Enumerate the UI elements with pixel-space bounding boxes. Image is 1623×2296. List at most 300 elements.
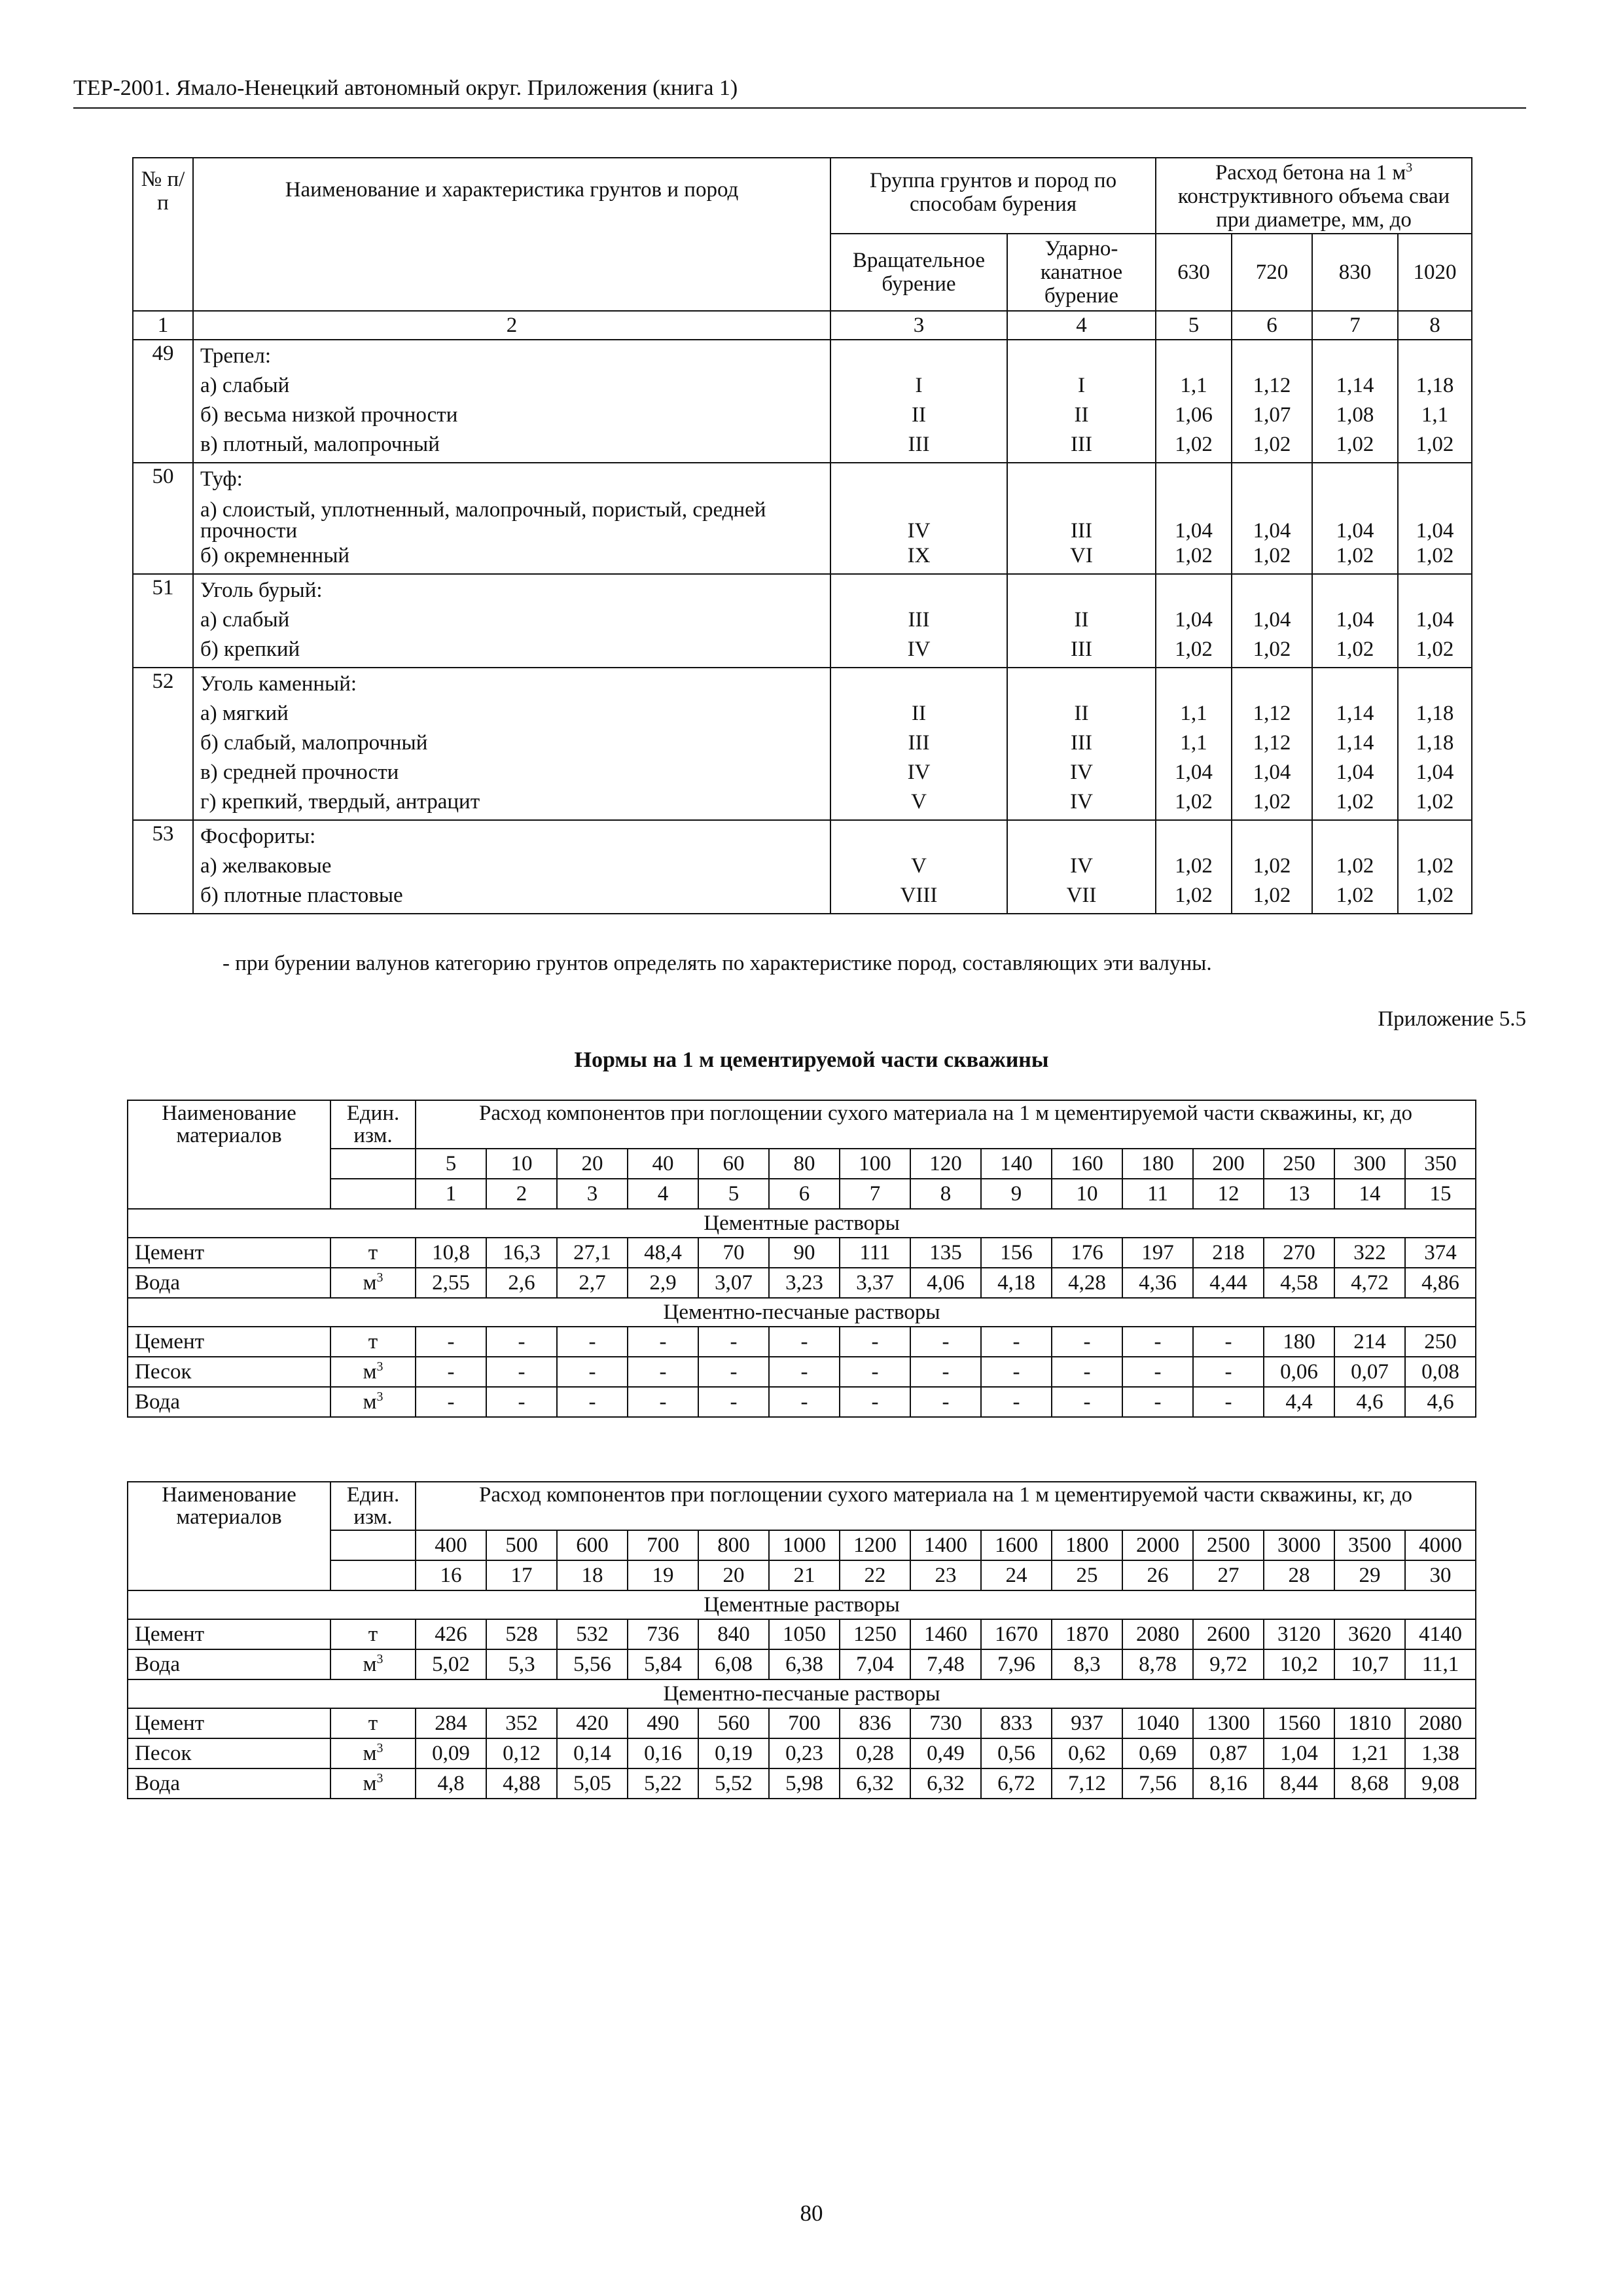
material-value: 1670 bbox=[981, 1619, 1052, 1649]
material-value: 284 bbox=[416, 1708, 486, 1738]
blank-line bbox=[1319, 670, 1391, 699]
amount-header: 100 bbox=[840, 1149, 910, 1179]
consumption-cell bbox=[1156, 340, 1232, 463]
percussion-header: Ударно-канатное бурение bbox=[1007, 234, 1156, 311]
rotary-group: II bbox=[912, 702, 926, 725]
amount-header: 4000 bbox=[1405, 1530, 1476, 1560]
material-value: 736 bbox=[628, 1619, 698, 1649]
column-number: 26 bbox=[1122, 1560, 1193, 1590]
blank-line bbox=[1319, 576, 1391, 605]
blank-line bbox=[1405, 342, 1465, 371]
material-value: 2080 bbox=[1405, 1708, 1476, 1738]
column-number: 10 bbox=[1052, 1179, 1122, 1209]
group-header: Группа грунтов и пород по способам бурения bbox=[830, 158, 1156, 234]
consumption-header: Расход бетона на 1 $м^3$ конструктивного объема сваи при диаметре, мм, до bbox=[1156, 158, 1472, 234]
column-number: 2 bbox=[486, 1179, 557, 1209]
blank-line bbox=[838, 670, 1000, 699]
consumption-cell bbox=[1312, 820, 1398, 914]
material-value: 27,1 bbox=[557, 1238, 628, 1268]
material-value: 1,38 bbox=[1405, 1738, 1476, 1768]
blank-line bbox=[1163, 670, 1224, 699]
consumption-value: 1,18 bbox=[1416, 374, 1454, 397]
consumption-value: 1,12 bbox=[1253, 702, 1291, 725]
material-value: 5,52 bbox=[698, 1768, 769, 1799]
material-value: 1810 bbox=[1334, 1708, 1405, 1738]
percussion-group: II bbox=[1074, 608, 1089, 632]
column-number: 4 bbox=[628, 1179, 698, 1209]
section-title-cell: Цементные растворы bbox=[128, 1590, 1476, 1619]
material-value: 180 bbox=[1264, 1327, 1334, 1357]
unit-blank bbox=[330, 1149, 416, 1179]
column-number: 29 bbox=[1334, 1560, 1405, 1590]
material-value: 5,22 bbox=[628, 1768, 698, 1799]
consumption-value: 1,04 bbox=[1416, 519, 1454, 543]
consumption-cell bbox=[1232, 340, 1312, 463]
diameter-header: 720 bbox=[1232, 234, 1312, 311]
material-value: 8,68 bbox=[1334, 1768, 1405, 1799]
blank-line bbox=[1163, 342, 1224, 371]
norms-table-2 bbox=[127, 1481, 1476, 1799]
material-value: 4,44 bbox=[1193, 1268, 1264, 1298]
consumption-value: 1,02 bbox=[1253, 637, 1291, 661]
consumption-header: Расход компонентов при поглощении сухого материала на 1 м цементируемой части скважины, кг, до bbox=[416, 1100, 1476, 1149]
material-value: 0,49 bbox=[910, 1738, 981, 1768]
rotary-group-cell bbox=[830, 463, 1007, 574]
soil-group-row bbox=[133, 340, 1472, 463]
material-value: 0,62 bbox=[1052, 1738, 1122, 1768]
column-number: 19 bbox=[628, 1560, 698, 1590]
material-name: Песок bbox=[128, 1357, 330, 1387]
material-value: - bbox=[1122, 1387, 1193, 1417]
consumption-value: 1,02 bbox=[1416, 433, 1454, 456]
material-value: 4,88 bbox=[486, 1768, 557, 1799]
material-unit bbox=[330, 1708, 416, 1738]
material-value: 0,19 bbox=[698, 1738, 769, 1768]
column-number: 18 bbox=[557, 1560, 628, 1590]
material-value: 5,02 bbox=[416, 1649, 486, 1679]
unit-superscript: 3 bbox=[376, 1771, 383, 1785]
rotary-group: III bbox=[908, 433, 930, 456]
material-value: 420 bbox=[557, 1708, 628, 1738]
material-value: 322 bbox=[1334, 1238, 1405, 1268]
group-title: Уголь бурый: bbox=[200, 579, 323, 602]
material-value: 90 bbox=[769, 1238, 840, 1268]
percussion-group: III bbox=[1071, 433, 1092, 456]
blank-line bbox=[1239, 342, 1305, 371]
soil-group-row bbox=[133, 820, 1472, 914]
section-title-cell: Цементные растворы bbox=[128, 1209, 1476, 1238]
consumption-value: 1,02 bbox=[1416, 884, 1454, 907]
material-row bbox=[128, 1327, 1476, 1357]
material-row bbox=[128, 1708, 1476, 1738]
rotary-header: Вращательное бурение bbox=[830, 234, 1007, 311]
material-value: 937 bbox=[1052, 1708, 1122, 1738]
unit-text: т bbox=[368, 1330, 378, 1354]
column-number: 5 bbox=[698, 1179, 769, 1209]
consumption-value: 1,04 bbox=[1336, 761, 1374, 784]
amount-header: 60 bbox=[698, 1149, 769, 1179]
column-number: 6 bbox=[1232, 311, 1312, 340]
blank-line bbox=[1239, 465, 1305, 494]
material-value: 426 bbox=[416, 1619, 486, 1649]
unit-blank bbox=[330, 1179, 416, 1209]
unit-text: т bbox=[368, 1712, 378, 1735]
material-name: Цемент bbox=[128, 1238, 330, 1268]
amount-header: 160 bbox=[1052, 1149, 1122, 1179]
amount-header: 20 bbox=[557, 1149, 628, 1179]
material-value: 6,08 bbox=[698, 1649, 769, 1679]
consumption-value: 1,14 bbox=[1336, 702, 1374, 725]
material-value: 0,07 bbox=[1334, 1357, 1405, 1387]
consumption-value: 1,02 bbox=[1253, 884, 1291, 907]
page-header: ТЕР-2001. Ямало-Ненецкий автономный округ. Приложения (книга 1) bbox=[73, 73, 1526, 109]
amount-header: 3000 bbox=[1264, 1530, 1334, 1560]
amount-header: 200 bbox=[1193, 1149, 1264, 1179]
material-value: 7,56 bbox=[1122, 1768, 1193, 1799]
blank-line bbox=[1405, 670, 1465, 699]
material-value: 7,04 bbox=[840, 1649, 910, 1679]
column-number: 14 bbox=[1334, 1179, 1405, 1209]
material-value: 374 bbox=[1405, 1238, 1476, 1268]
column-number: 5 bbox=[1156, 311, 1232, 340]
material-row bbox=[128, 1768, 1476, 1799]
blank-line bbox=[1014, 465, 1149, 494]
amount-header: 3500 bbox=[1334, 1530, 1405, 1560]
material-value: 836 bbox=[840, 1708, 910, 1738]
group-names bbox=[193, 463, 830, 574]
material-value: 528 bbox=[486, 1619, 557, 1649]
rotary-group: IX bbox=[907, 544, 931, 567]
rotary-group: IV bbox=[907, 519, 931, 543]
amount-header: 250 bbox=[1264, 1149, 1334, 1179]
rotary-group: III bbox=[908, 608, 930, 632]
percussion-group: III bbox=[1071, 637, 1092, 661]
material-value: 0,87 bbox=[1193, 1738, 1264, 1768]
column-number: 30 bbox=[1405, 1560, 1476, 1590]
column-number: 16 bbox=[416, 1560, 486, 1590]
material-value: 2,6 bbox=[486, 1268, 557, 1298]
consumption-cell bbox=[1156, 668, 1232, 820]
soil-variant-name: г) крепкий, твердый, антрацит bbox=[200, 790, 480, 814]
rotary-group: IV bbox=[907, 761, 931, 784]
consumption-value: 1,02 bbox=[1416, 790, 1454, 814]
material-value: - bbox=[1193, 1387, 1264, 1417]
material-value: - bbox=[486, 1357, 557, 1387]
column-number: 8 bbox=[1398, 311, 1472, 340]
material-value: - bbox=[1052, 1387, 1122, 1417]
unit-superscript: 3 bbox=[376, 1270, 383, 1285]
material-value: 8,3 bbox=[1052, 1649, 1122, 1679]
consumption-value: 1,02 bbox=[1336, 637, 1374, 661]
material-name: Вода bbox=[128, 1268, 330, 1298]
amount-header: 1800 bbox=[1052, 1530, 1122, 1560]
group-names bbox=[193, 668, 830, 820]
column-number: 7 bbox=[1312, 311, 1398, 340]
blank-line bbox=[1319, 342, 1391, 371]
material-value: 3620 bbox=[1334, 1619, 1405, 1649]
material-value: - bbox=[840, 1387, 910, 1417]
material-value: 352 bbox=[486, 1708, 557, 1738]
material-value: 6,32 bbox=[840, 1768, 910, 1799]
unit-superscript: 3 bbox=[376, 1741, 383, 1755]
soil-group-row bbox=[133, 574, 1472, 668]
blank-line bbox=[1014, 822, 1149, 852]
material-value: 1,21 bbox=[1334, 1738, 1405, 1768]
column-number: 8 bbox=[910, 1179, 981, 1209]
material-value: 0,14 bbox=[557, 1738, 628, 1768]
material-value: - bbox=[486, 1387, 557, 1417]
material-row bbox=[128, 1387, 1476, 1417]
consumption-value: 1,08 bbox=[1336, 403, 1374, 427]
materials-header: Наименование материалов bbox=[128, 1100, 330, 1209]
material-value: 3,23 bbox=[769, 1268, 840, 1298]
consumption-cell bbox=[1156, 820, 1232, 914]
material-value: - bbox=[769, 1387, 840, 1417]
material-value: 0,23 bbox=[769, 1738, 840, 1768]
material-value: 5,3 bbox=[486, 1649, 557, 1679]
consumption-value: 1,07 bbox=[1253, 403, 1291, 427]
consumption-cell bbox=[1398, 463, 1472, 574]
consumption-value: 1,18 bbox=[1416, 731, 1454, 755]
material-value: 4,18 bbox=[981, 1268, 1052, 1298]
material-value: 0,08 bbox=[1405, 1357, 1476, 1387]
consumption-value: 1,02 bbox=[1175, 433, 1213, 456]
material-value: 1460 bbox=[910, 1619, 981, 1649]
consumption-value: 1,02 bbox=[1336, 854, 1374, 878]
group-number: 53 bbox=[133, 820, 193, 914]
blank-line bbox=[1163, 822, 1224, 852]
appendix-label: Приложение 5.5 bbox=[1378, 1007, 1526, 1031]
material-value: 730 bbox=[910, 1708, 981, 1738]
material-value: - bbox=[910, 1357, 981, 1387]
percussion-group: VI bbox=[1070, 544, 1093, 567]
consumption-value: 1,02 bbox=[1416, 544, 1454, 567]
amount-header: 600 bbox=[557, 1530, 628, 1560]
consumption-value: 1,06 bbox=[1175, 403, 1213, 427]
percussion-group: II bbox=[1074, 403, 1089, 427]
material-value: 4,4 bbox=[1264, 1387, 1334, 1417]
consumption-cell bbox=[1156, 574, 1232, 668]
rotary-group: III bbox=[908, 731, 930, 755]
material-value: 4140 bbox=[1405, 1619, 1476, 1649]
percussion-group: I bbox=[1078, 374, 1085, 397]
num-header: № п/п bbox=[133, 158, 193, 311]
group-title: Фосфориты: bbox=[200, 825, 316, 848]
blank-line bbox=[1014, 670, 1149, 699]
material-value: 214 bbox=[1334, 1327, 1405, 1357]
material-value: - bbox=[769, 1357, 840, 1387]
column-number: 1 bbox=[416, 1179, 486, 1209]
material-value: 0,56 bbox=[981, 1738, 1052, 1768]
soil-variant-name: а) слабый bbox=[200, 608, 290, 632]
amount-header: 300 bbox=[1334, 1149, 1405, 1179]
column-number: 25 bbox=[1052, 1560, 1122, 1590]
group-title: Туф: bbox=[200, 467, 243, 491]
amount-header: 1600 bbox=[981, 1530, 1052, 1560]
amount-header: 120 bbox=[910, 1149, 981, 1179]
unit-superscript: 3 bbox=[376, 1652, 383, 1666]
rotary-group-cell bbox=[830, 668, 1007, 820]
rotary-group: II bbox=[912, 403, 926, 427]
material-unit bbox=[330, 1268, 416, 1298]
amount-header: 400 bbox=[416, 1530, 486, 1560]
material-unit bbox=[330, 1738, 416, 1768]
percussion-group: II bbox=[1074, 702, 1089, 725]
blank-line bbox=[1319, 822, 1391, 852]
material-value: 250 bbox=[1405, 1327, 1476, 1357]
material-value: - bbox=[698, 1357, 769, 1387]
column-number: 11 bbox=[1122, 1179, 1193, 1209]
material-value: - bbox=[628, 1387, 698, 1417]
material-value: 9,08 bbox=[1405, 1768, 1476, 1799]
material-value: - bbox=[910, 1327, 981, 1357]
consumption-value: 1,02 bbox=[1253, 433, 1291, 456]
consumption-value: 1,02 bbox=[1253, 790, 1291, 814]
group-title: Трепел: bbox=[200, 344, 271, 368]
consumption-value: 1,02 bbox=[1175, 884, 1213, 907]
group-names bbox=[193, 820, 830, 914]
unit-blank bbox=[330, 1530, 416, 1560]
material-value: 1560 bbox=[1264, 1708, 1334, 1738]
material-unit bbox=[330, 1387, 416, 1417]
column-number: 17 bbox=[486, 1560, 557, 1590]
diameter-header: 830 bbox=[1312, 234, 1398, 311]
blank-line bbox=[838, 342, 1000, 371]
material-value: 700 bbox=[769, 1708, 840, 1738]
amount-header: 800 bbox=[698, 1530, 769, 1560]
material-value: - bbox=[981, 1387, 1052, 1417]
amount-header: 140 bbox=[981, 1149, 1052, 1179]
consumption-cell bbox=[1312, 463, 1398, 574]
column-number: 27 bbox=[1193, 1560, 1264, 1590]
unit-header: Един. изм. bbox=[330, 1482, 416, 1530]
consumption-value: 1,18 bbox=[1416, 702, 1454, 725]
consumption-value: 1,02 bbox=[1175, 790, 1213, 814]
column-number: 6 bbox=[769, 1179, 840, 1209]
consumption-header: Расход компонентов при поглощении сухого материала на 1 м цементируемой части скважины, кг, до bbox=[416, 1482, 1476, 1530]
material-value: 4,28 bbox=[1052, 1268, 1122, 1298]
unit-text: м bbox=[363, 1742, 377, 1765]
consumption-value: 1,02 bbox=[1253, 544, 1291, 567]
consumption-value: 1,04 bbox=[1175, 608, 1213, 632]
blank-line bbox=[1163, 576, 1224, 605]
amount-header: 5 bbox=[416, 1149, 486, 1179]
column-number: 3 bbox=[830, 311, 1007, 340]
material-value: 4,06 bbox=[910, 1268, 981, 1298]
consumption-value: 1,04 bbox=[1336, 608, 1374, 632]
column-number: 3 bbox=[557, 1179, 628, 1209]
unit-text: т bbox=[368, 1623, 378, 1646]
consumption-value: 1,02 bbox=[1416, 854, 1454, 878]
material-value: 16,3 bbox=[486, 1238, 557, 1268]
percussion-group: III bbox=[1071, 731, 1092, 755]
material-value: 7,48 bbox=[910, 1649, 981, 1679]
material-value: 6,38 bbox=[769, 1649, 840, 1679]
column-number: 13 bbox=[1264, 1179, 1334, 1209]
material-value: 270 bbox=[1264, 1238, 1334, 1268]
material-row bbox=[128, 1649, 1476, 1679]
blank-line bbox=[1319, 465, 1391, 494]
material-value: 9,72 bbox=[1193, 1649, 1264, 1679]
column-number: 23 bbox=[910, 1560, 981, 1590]
column-number: 2 bbox=[193, 311, 830, 340]
unit-blank bbox=[330, 1560, 416, 1590]
material-value: 1,04 bbox=[1264, 1738, 1334, 1768]
consumption-cell bbox=[1312, 574, 1398, 668]
percussion-group-cell bbox=[1007, 574, 1156, 668]
material-value: 8,44 bbox=[1264, 1768, 1334, 1799]
material-value: - bbox=[416, 1357, 486, 1387]
unit-text: т bbox=[368, 1241, 378, 1265]
material-unit bbox=[330, 1357, 416, 1387]
percussion-group: IV bbox=[1070, 854, 1093, 878]
rotary-group-cell bbox=[830, 340, 1007, 463]
amount-header: 500 bbox=[486, 1530, 557, 1560]
material-value: 1050 bbox=[769, 1619, 840, 1649]
column-number: 7 bbox=[840, 1179, 910, 1209]
consumption-cell bbox=[1232, 820, 1312, 914]
unit-superscript: 3 bbox=[376, 1359, 383, 1374]
material-value: 7,12 bbox=[1052, 1768, 1122, 1799]
percussion-group-cell bbox=[1007, 668, 1156, 820]
rotary-group: I bbox=[915, 374, 923, 397]
material-value: - bbox=[557, 1387, 628, 1417]
consumption-cell bbox=[1232, 463, 1312, 574]
material-value: 156 bbox=[981, 1238, 1052, 1268]
consumption-value: 1,1 bbox=[1180, 374, 1207, 397]
percussion-group: VII bbox=[1066, 884, 1097, 907]
soil-group-row bbox=[133, 668, 1472, 820]
material-value: - bbox=[628, 1357, 698, 1387]
material-value: - bbox=[557, 1357, 628, 1387]
rotary-group: IV bbox=[907, 637, 931, 661]
diameter-header: 1020 bbox=[1398, 234, 1472, 311]
percussion-group: IV bbox=[1070, 761, 1093, 784]
blank-line bbox=[838, 465, 1000, 494]
amount-header: 1200 bbox=[840, 1530, 910, 1560]
consumption-value: 1,12 bbox=[1253, 731, 1291, 755]
material-value: 2,55 bbox=[416, 1268, 486, 1298]
consumption-value: 1,02 bbox=[1336, 433, 1374, 456]
material-value: - bbox=[1122, 1327, 1193, 1357]
group-number: 50 bbox=[133, 463, 193, 574]
material-value: 10,2 bbox=[1264, 1649, 1334, 1679]
column-number: 9 bbox=[981, 1179, 1052, 1209]
consumption-value: 1,04 bbox=[1253, 519, 1291, 543]
material-value: - bbox=[557, 1327, 628, 1357]
consumption-cell bbox=[1312, 340, 1398, 463]
norms-table-1 bbox=[127, 1100, 1476, 1418]
material-row bbox=[128, 1738, 1476, 1768]
material-name: Вода bbox=[128, 1649, 330, 1679]
blank-line bbox=[1405, 576, 1465, 605]
consumption-value: 1,02 bbox=[1336, 790, 1374, 814]
unit-superscript: 3 bbox=[376, 1390, 383, 1404]
consumption-value: 1,02 bbox=[1175, 637, 1213, 661]
material-name: Песок bbox=[128, 1738, 330, 1768]
page-number: 80 bbox=[800, 2200, 823, 2226]
percussion-group-cell bbox=[1007, 820, 1156, 914]
consumption-value: 1,02 bbox=[1175, 544, 1213, 567]
consumption-value: 1,04 bbox=[1175, 761, 1213, 784]
group-names bbox=[193, 340, 830, 463]
group-number: 51 bbox=[133, 574, 193, 668]
material-unit bbox=[330, 1649, 416, 1679]
material-value: 4,6 bbox=[1405, 1387, 1476, 1417]
amount-header: 1000 bbox=[769, 1530, 840, 1560]
material-name: Вода bbox=[128, 1768, 330, 1799]
amount-header: 350 bbox=[1405, 1149, 1476, 1179]
